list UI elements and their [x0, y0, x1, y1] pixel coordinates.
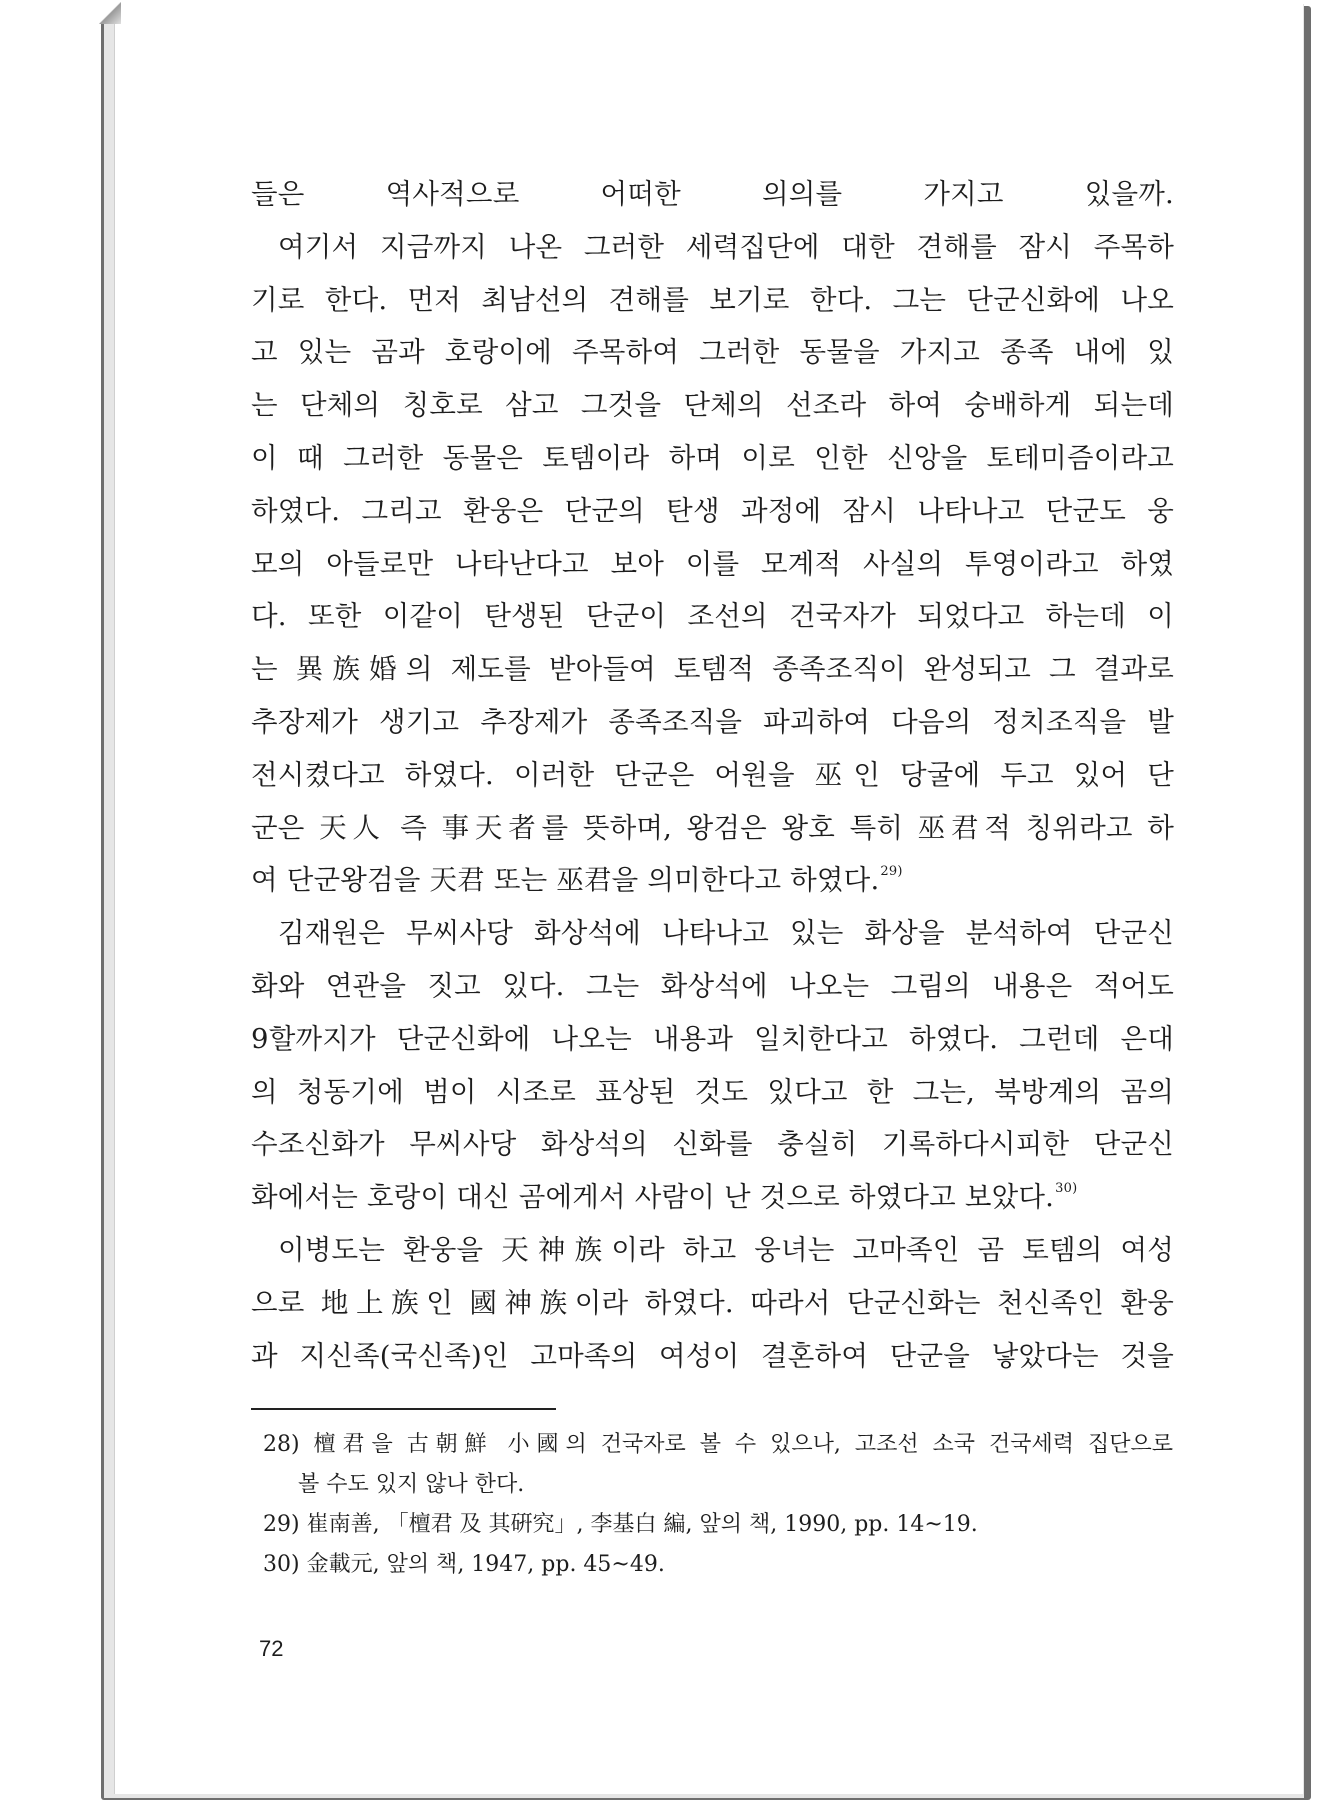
footnote-28	[263, 1425, 1173, 1465]
footnotes	[263, 1425, 1173, 1585]
text-line: 9할까지가 단군신화에 나오는 내용과 일치한다고 하였다. 그런데 은대	[251, 1022, 1174, 1055]
footnote-number: 30)	[263, 1552, 300, 1577]
footnote-number: 28)	[263, 1432, 300, 1457]
text-line: 화와 연관을 짓고 있다. 그는 화상석에 나오는 그림의 내용은 적어도	[251, 969, 1174, 1002]
footnote-text: 崔南善, 「檀君 及 其硏究」, 李基白 編, 앞의 책, 1990, pp. 14~19.	[306, 1512, 978, 1537]
text-line: 들은 역사적으로 어떠한 의의를 가지고 있을까.	[251, 178, 1174, 210]
text-line: 여기서 지금까지 나온 그러한 세력집단에 대한 견해를 잠시 주목하	[278, 230, 1174, 263]
footnote-ref-30: 30)	[1055, 1181, 1078, 1197]
text-line: 의 청동기에 범이 시조로 표상된 것도 있다고 한 그는, 북방계의 곰의	[251, 1075, 1174, 1108]
page-number: 72	[259, 1636, 284, 1661]
text-line	[251, 1171, 1174, 1224]
page-curl	[99, 2, 121, 24]
footnote-28-continued: 볼 수도 있지 않나 한다.	[298, 1472, 525, 1497]
text-line-content: 여 단군왕검을 天君 또는 巫君을 의미한다고 하였다.	[251, 864, 880, 897]
text-line: 으로 地上族인 國神族이라 하였다. 따라서 단군신화는 천신족인 환웅	[251, 1286, 1174, 1319]
footnote-number: 29)	[263, 1512, 300, 1537]
text-line: 이 때 그러한 동물은 토템이라 하며 이로 인한 신앙을 토테미즘이라고	[251, 441, 1174, 474]
footnote-text: 檀君을 古朝鮮 小國의 건국자로 볼 수 있으나, 고조선 소국 건국세력 집단으로	[313, 1432, 1173, 1457]
text-line: 추장제가 생기고 추장제가 종족조직을 파괴하여 다음의 정치조직을 발	[251, 705, 1174, 738]
text-line: 김재원은 무씨사당 화상석에 나타나고 있는 화상을 분석하여 단군신	[278, 917, 1174, 950]
footnote-30	[263, 1545, 1173, 1585]
text-line: 는 단체의 칭호로 삼고 그것을 단체의 선조라 하여 숭배하게 되는데	[251, 389, 1174, 422]
body-text	[251, 168, 1174, 1382]
footnote-29	[263, 1505, 1173, 1545]
text-line: 고 있는 곰과 호랑이에 주목하여 그러한 동물을 가지고 종족 내에 있	[251, 336, 1174, 369]
text-line: 수조신화가 무씨사당 화상석의 신화를 충실히 기록하다시피한 단군신	[251, 1128, 1174, 1161]
text-line: 모의 아들로만 나타난다고 보아 이를 모계적 사실의 투영이라고 하였	[251, 547, 1174, 580]
text-line-content: 화에서는 호랑이 대신 곰에게서 사람이 난 것으로 하였다고 보았다.	[251, 1181, 1055, 1214]
text-line: 하였다. 그리고 환웅은 단군의 탄생 과정에 잠시 나타나고 단군도 웅	[251, 494, 1174, 527]
footnote-text: 金載元, 앞의 책, 1947, pp. 45~49.	[306, 1552, 665, 1577]
footnote-ref-29: 29)	[880, 864, 903, 880]
text-line: 과 지신족(국신족)인 고마족의 여성이 결혼하여 단군을 낳았다는 것을	[251, 1339, 1174, 1372]
text-line: 기로 한다. 먼저 최남선의 견해를 보기로 한다. 그는 단군신화에 나오	[251, 283, 1174, 316]
text-line: 다. 또한 이같이 탄생된 단군이 조선의 건국자가 되었다고 하는데 이	[251, 600, 1174, 633]
text-line: 군은 天人 즉 事天者를 뜻하며, 왕검은 왕호 특히 巫君적 칭위라고 하	[251, 811, 1174, 844]
text-line: 이병도는 환웅을 天神族이라 하고 웅녀는 고마족인 곰 토템의 여성	[278, 1233, 1174, 1266]
text-line: 는 異族婚의 제도를 받아들여 토템적 종족조직이 완성되고 그 결과로	[251, 653, 1174, 686]
footnote-divider	[251, 1408, 556, 1410]
text-line: 전시켰다고 하였다. 이러한 단군은 어원을 巫인 당굴에 두고 있어 단	[251, 758, 1174, 791]
text-line	[251, 854, 1174, 907]
